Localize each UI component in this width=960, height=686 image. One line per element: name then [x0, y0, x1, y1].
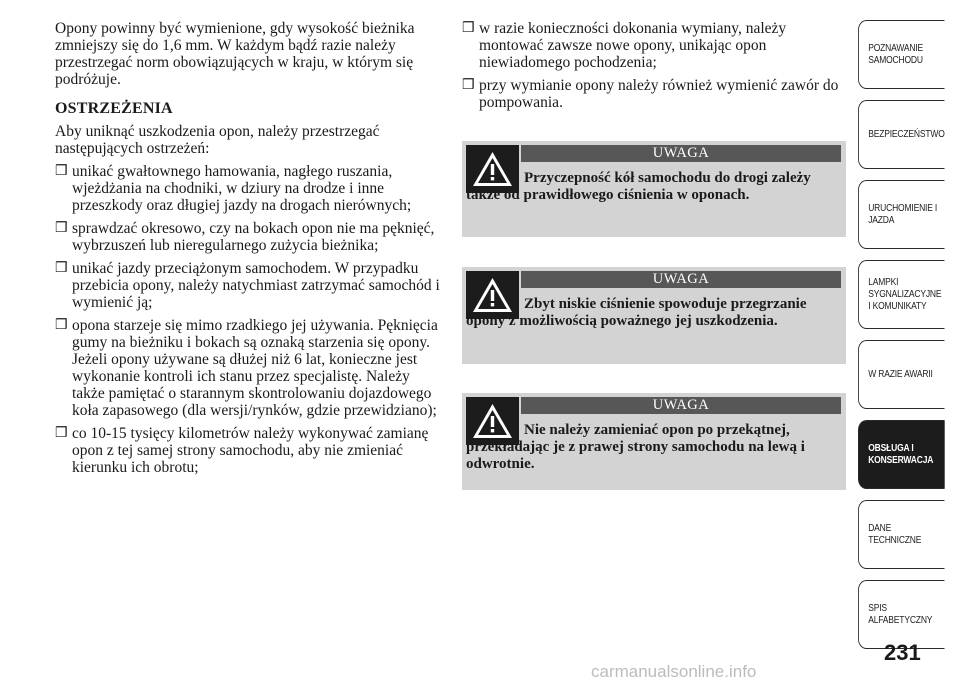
lead-paragraph: Aby uniknąć uszkodzenia opon, należy przestrzegać następujących ostrzeżeń:: [55, 123, 380, 157]
tab-obsluga-i-konserwacja[interactable]: OBSŁUGA I KONSERWACJA: [858, 420, 945, 489]
left-column: [55, 20, 440, 482]
warning-box: [462, 393, 846, 490]
list-item-text: sprawdzać okresowo, czy na bokach opon nie ma pęknięć, wybrzuszeń lub nieregularnego zużycia bieżnika;: [72, 220, 435, 254]
list-item-text: opona starzeje się mimo rzadkiego jej używania. Pęknięcia gumy na bieżniku i bokach są oznaką starzenia się opony. Jeżeli opony używane są dłużej niż 6 lat, konieczne jest wykonanie kontroli ich stanu przez specjalistę. Należy także pamiętać o starannym skontrolowaniu dojazdowego koła zapasowego (dla wersji/rynków, gdzie przewidziano);: [72, 317, 438, 419]
section-heading: OSTRZEŻENIA: [55, 100, 173, 117]
list-item: [55, 425, 440, 476]
warning-text: Nie należy zamieniać opon po przekątnej, przekładając je z prawej strony samochodu na lewą i odwrotnie.: [466, 422, 805, 472]
checkbox-bullet-icon: ❒: [55, 164, 68, 179]
checkbox-bullet-icon: ❒: [55, 318, 68, 333]
checkbox-bullet-icon: ❒: [462, 78, 475, 93]
warning-label: UWAGA: [521, 145, 841, 162]
list-item: [462, 77, 847, 111]
watermark: carmanualsonline.info: [591, 662, 757, 681]
list-item-text: przy wymianie opony należy również wymienić zawór do pompowania.: [479, 77, 839, 111]
warning-label: UWAGA: [521, 271, 841, 288]
list-item-text: w razie konieczności dokonania wymiany, należy montować zawsze nowe opony, unikając opon niewiadomego pochodzenia;: [479, 20, 787, 71]
right-column: [462, 20, 847, 117]
list-item-text: unikać gwałtownego hamowania, nagłego ruszania, wjeżdżania na chodniki, w dziury na drodze i inne przeszkody oraz długiej jazdy na drogach nierównych;: [72, 163, 412, 214]
tab-poznawanie-samochodu[interactable]: POZNAWANIE SAMOCHODU: [858, 20, 945, 89]
list-item: [55, 260, 440, 311]
checkbox-bullet-icon: ❒: [55, 261, 68, 276]
list-item-text: co 10-15 tysięcy kilometrów należy wykonywać zamianę opon z tej samej strony samochodu, aby nie zmieniać kierunku ich obrotu;: [72, 425, 429, 476]
checkbox-bullet-icon: ❒: [55, 426, 68, 441]
checkbox-bullet-icon: ❒: [462, 21, 475, 36]
tab-uruchomienie-i-jazda[interactable]: URUCHOMIENIE I JAZDA: [858, 180, 945, 249]
tab-dane-techniczne[interactable]: DANE TECHNICZNE: [858, 500, 945, 569]
list-item: [462, 20, 847, 71]
tab-spis-alfabetyczny[interactable]: SPIS ALFABETYCZNY: [858, 580, 945, 649]
page-number: 231: [884, 640, 921, 665]
warning-label: UWAGA: [521, 397, 841, 414]
warning-box: [462, 267, 846, 364]
tab-w-razie-awarii[interactable]: W RAZIE AWARII: [858, 340, 945, 409]
checkbox-bullet-icon: ❒: [55, 221, 68, 236]
tab-lampki-sygnalizacyjne[interactable]: LAMPKI SYGNALIZACYJNE I KOMUNIKATY: [858, 260, 945, 329]
tab-bezpieczenstwo[interactable]: BEZPIECZEŃSTWO: [858, 100, 945, 169]
intro-paragraph: Opony powinny być wymienione, gdy wysokość bieżnika zmniejszy się do 1,6 mm. W każdym bądź razie należy przestrzegać norm obowiązujących w kraju, w którym się podróżuje.: [55, 20, 415, 88]
warning-box: [462, 141, 846, 237]
list-item-text: unikać jazdy przeciążonym samochodem. W przypadku przebicia opony, należy natychmiast zatrzymać samochód i wymienić ją;: [72, 260, 440, 311]
list-item: [55, 220, 440, 254]
list-item: [55, 317, 440, 419]
warning-text: Zbyt niskie ciśnienie spowoduje przegrzanie opony z możliwością poważnego jej uszkodzenia.: [466, 296, 807, 329]
warning-text: Przyczepność kół samochodu do drogi zależy także od prawidłowego ciśnienia w oponach.: [466, 170, 811, 203]
list-item: [55, 163, 440, 214]
